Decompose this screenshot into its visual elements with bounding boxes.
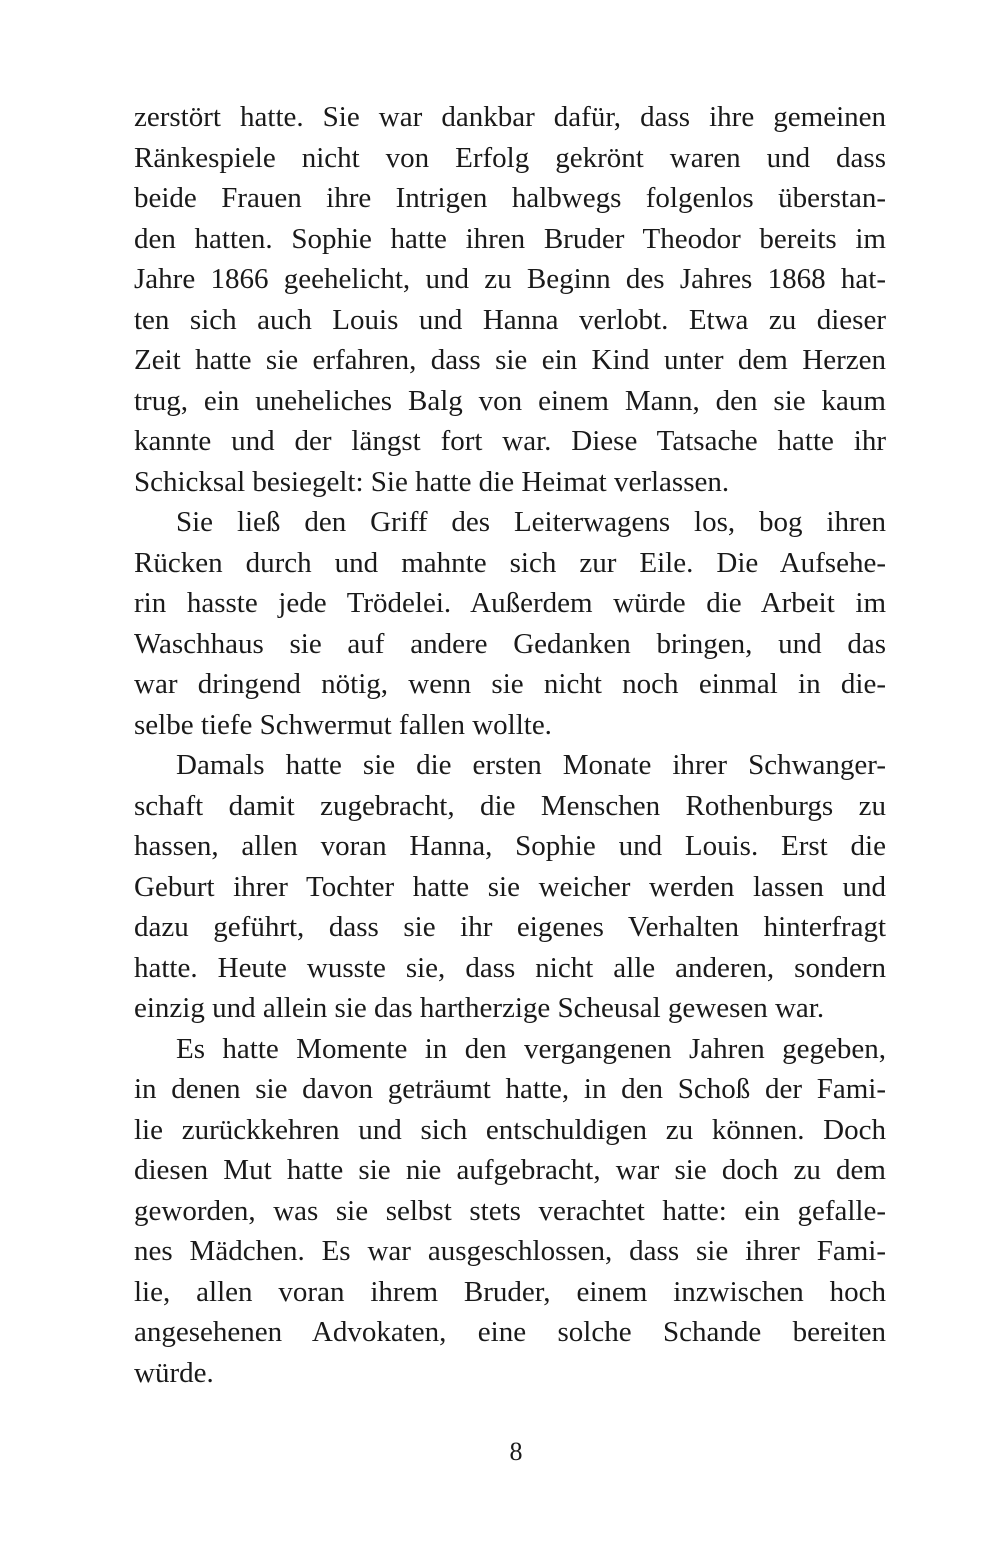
text-line: Es hatte Momente in den vergangenen Jahren gegeben, bbox=[176, 1032, 886, 1065]
text-line: Sie ließ den Griff des Leiterwagens los, bog ihren bbox=[176, 506, 886, 538]
text-line: lie, allen voran ihrem Bruder, einem inzwischen hoch bbox=[134, 1275, 886, 1308]
text-line: Schicksal besiegelt: Sie hatte die Heimat verlassen. bbox=[134, 465, 730, 498]
text-line: einzig und allein sie das hartherzige Scheusal gewesen war. bbox=[134, 992, 825, 1024]
paragraph-1 bbox=[134, 97, 886, 502]
text-line: Geburt ihrer Tochter hatte sie weicher werden lassen und bbox=[134, 870, 886, 903]
text-line: selbe tiefe Schwermut fallen wollte. bbox=[134, 708, 552, 741]
paragraph-3 bbox=[134, 745, 886, 1029]
text-line: zerstört hatte. Sie war dankbar dafür, dass ihre gemeinen bbox=[134, 101, 886, 133]
text-line: angesehenen Advokaten, eine solche Schande bereiten bbox=[134, 1316, 886, 1348]
text-line: beide Frauen ihre Intrigen halbwegs folgenlos überstan- bbox=[134, 182, 886, 214]
text-line: rin hasste jede Trödelei. Außerdem würde die Arbeit im bbox=[134, 587, 886, 619]
text-line: lie zurückkehren und sich entschuldigen zu können. Doch bbox=[134, 1113, 886, 1146]
text-line: Jahre 1866 geehelicht, und zu Beginn des Jahres 1868 hat- bbox=[134, 263, 886, 295]
text-line: trug, ein uneheliches Balg von einem Mann, den sie kaum bbox=[134, 384, 886, 417]
text-line: geworden, was sie selbst stets verachtet hatte: ein gefalle- bbox=[134, 1194, 886, 1227]
text-line: würde. bbox=[134, 1356, 214, 1389]
text-line: diesen Mut hatte sie nie aufgebracht, war sie doch zu dem bbox=[134, 1154, 886, 1186]
text-line: dazu geführt, dass sie ihr eigenes Verhalten hinterfragt bbox=[134, 911, 886, 943]
text-line: hatte. Heute wusste sie, dass nicht alle anderen, sondern bbox=[134, 951, 886, 984]
body-text bbox=[134, 97, 886, 1393]
text-line: hassen, allen voran Hanna, Sophie und Louis. Erst die bbox=[134, 830, 886, 862]
paragraph-2 bbox=[134, 502, 886, 745]
text-line: schaft damit zugebracht, die Menschen Rothenburgs zu bbox=[134, 789, 886, 822]
text-line: war dringend nötig, wenn sie nicht noch einmal in die- bbox=[134, 668, 886, 700]
text-line: Rücken durch und mahnte sich zur Eile. Die Aufsehe- bbox=[134, 546, 886, 579]
text-line: ten sich auch Louis und Hanna verlobt. Etwa zu dieser bbox=[134, 303, 886, 336]
text-line: Waschhaus sie auf andere Gedanken bringen, und das bbox=[134, 627, 886, 660]
paragraph-4 bbox=[134, 1029, 886, 1394]
text-line: in denen sie davon geträumt hatte, in den Schoß der Fami- bbox=[134, 1073, 886, 1105]
text-line: Damals hatte sie die ersten Monate ihrer Schwanger- bbox=[176, 749, 886, 781]
text-line: Zeit hatte sie erfahren, dass sie ein Kind unter dem Herzen bbox=[134, 344, 886, 376]
text-line: den hatten. Sophie hatte ihren Bruder Theodor bereits im bbox=[134, 222, 886, 255]
page-number: 8 bbox=[509, 1437, 523, 1466]
text-line: kannte und der längst fort war. Diese Tatsache hatte ihr bbox=[134, 425, 886, 457]
text-line: nes Mädchen. Es war ausgeschlossen, dass sie ihrer Fami- bbox=[134, 1235, 886, 1267]
text-line: Ränkespiele nicht von Erfolg gekrönt waren und dass bbox=[134, 141, 886, 174]
